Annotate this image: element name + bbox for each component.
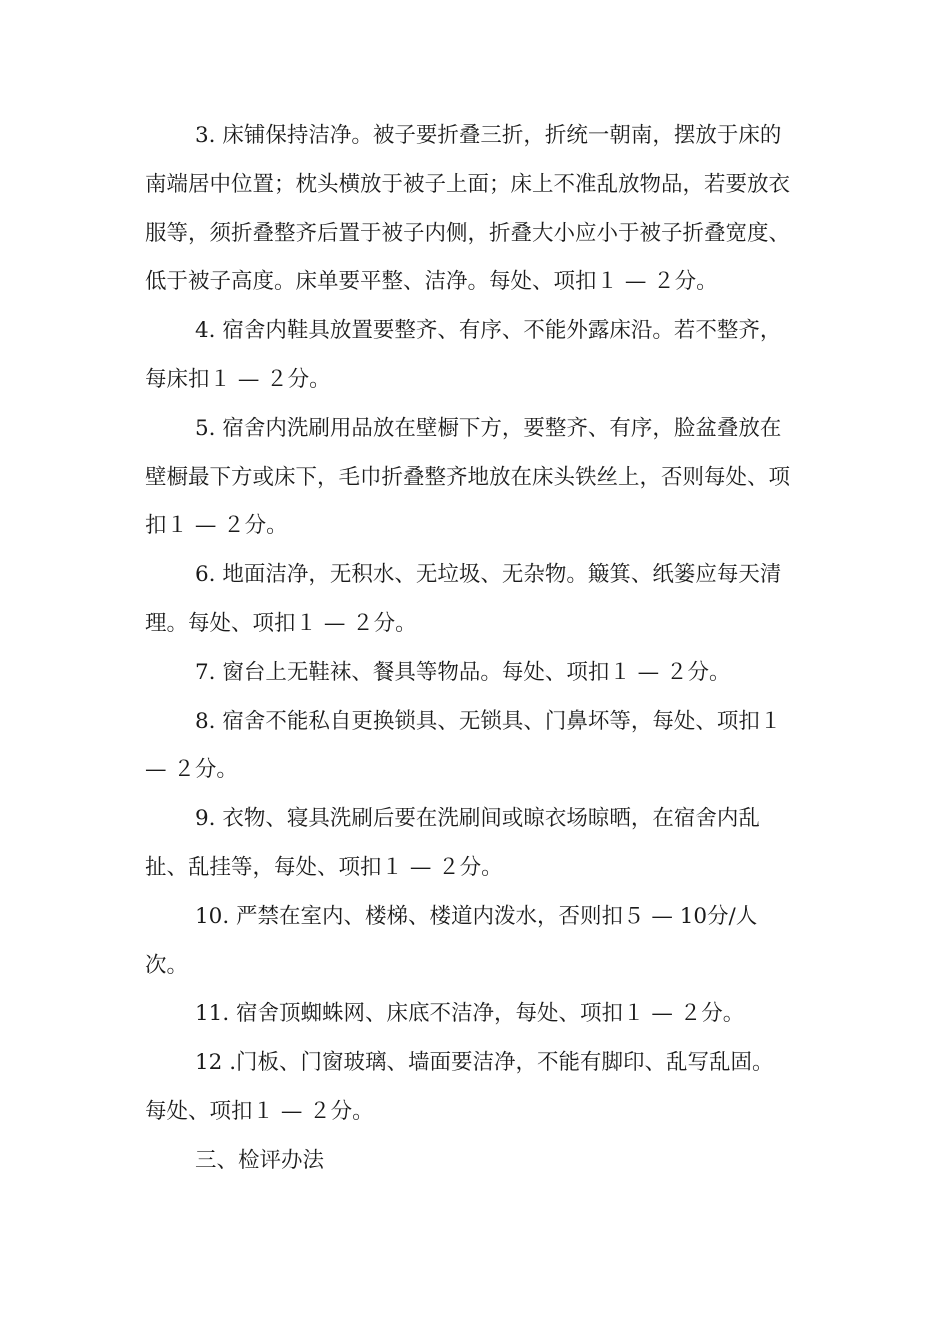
text-line: 6. 地面洁净，无积水、无垃圾、无杂物。簸箕、纸篓应每天清 <box>195 562 782 588</box>
text-line: 理。每处、项扣１ — ２分。 <box>145 610 417 636</box>
text-line: 8. 宿舍不能私自更换锁具、无锁具、门鼻坏等，每处、项扣１ <box>195 708 782 734</box>
text-line: 南端居中位置；枕头横放于被子上面；床上不准乱放物品，若要放衣 <box>145 171 791 197</box>
text-line: 12 .门板、门窗玻璃、墙面要洁净，不能有脚印、乱写乱固。 <box>195 1050 774 1076</box>
text-line: 每床扣１ — ２分。 <box>145 366 331 392</box>
text-line: 次。 <box>145 952 189 978</box>
text-line: 扣１ — ２分。 <box>145 513 288 539</box>
text-line: 服等，须折叠整齐后置于被子内侧，折叠大小应小于被子折叠宽度、 <box>145 220 791 246</box>
text-line: 9. 衣物、寝具洗刷后要在洗刷间或晾衣场晾晒，在宿舍内乱 <box>195 806 760 832</box>
text-line: 扯、乱挂等，每处、项扣１ — ２分。 <box>145 854 503 880</box>
text-line: 5. 宿舍内洗刷用品放在壁橱下方，要整齐、有序，脸盆叠放在 <box>195 415 782 441</box>
text-line: — ２分。 <box>145 757 238 783</box>
text-line: 壁橱最下方或床下，毛巾折叠整齐地放在床头铁丝上，否则每处、项 <box>145 464 791 490</box>
text-line: 4. 宿舍内鞋具放置要整齐、有序、不能外露床沿。若不整齐， <box>195 318 782 344</box>
text-line: 3. 床铺保持洁净。被子要折叠三折，折统一朝南，摆放于床的 <box>195 123 782 148</box>
text-line: 11. 宿舍顶蜘蛛网、床底不洁净，每处、项扣１ — ２分。 <box>195 1001 745 1027</box>
text-line: 每处、项扣１ — ２分。 <box>145 1098 374 1124</box>
text-line: 7. 窗台上无鞋袜、餐具等物品。每处、项扣１ — ２分。 <box>195 659 731 685</box>
text-line: 低于被子高度。床单要平整、洁净。每处、项扣１ — ２分。 <box>145 269 718 295</box>
document-body <box>145 112 825 1186</box>
text-line: 三、检评办法 <box>195 1147 325 1173</box>
text-line: 10. 严禁在室内、楼梯、楼道内泼水，否则扣５ — 10分/人 <box>195 903 758 929</box>
